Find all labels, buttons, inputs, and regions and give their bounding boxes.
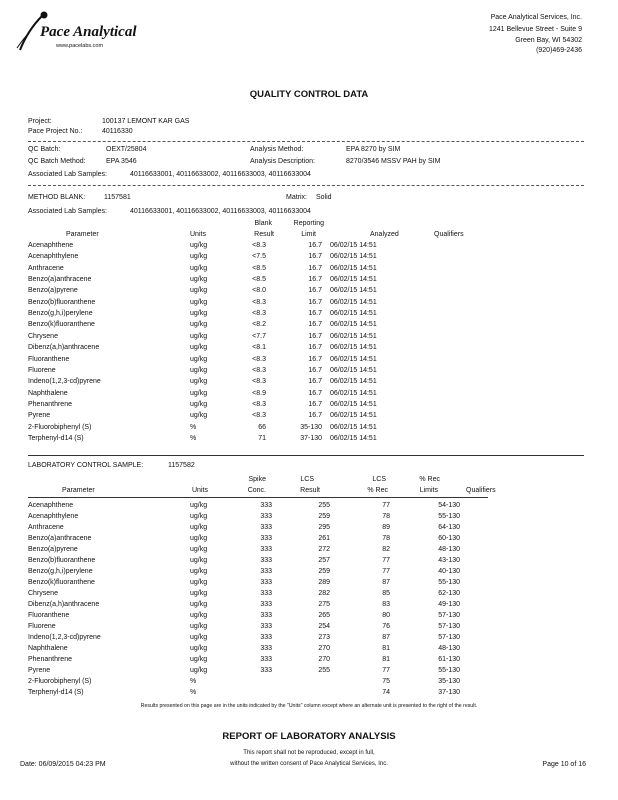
company-street: 1241 Bellevue Street - Suite 9 xyxy=(488,26,582,33)
units-cell: ug/kg xyxy=(190,634,208,641)
reporting-limit-cell: 16.7 xyxy=(308,400,322,408)
analyzed-cell: 06/02/15 14:51 xyxy=(330,242,377,249)
lcs-col-spike-bottom: Conc. xyxy=(247,487,266,494)
spike-conc-cell: 333 xyxy=(260,546,272,553)
table-row xyxy=(0,590,618,600)
lcs-result-cell: 275 xyxy=(318,601,330,608)
units-cell: ug/kg xyxy=(190,378,208,386)
analyzed-cell: 06/02/15 14:51 xyxy=(330,253,377,261)
table-row xyxy=(0,333,618,343)
page-title: QUALITY CONTROL DATA xyxy=(249,89,369,100)
blank-result-cell: <8.5 xyxy=(252,264,266,272)
qc-batch-method-value: EPA 3546 xyxy=(106,158,137,165)
rec-limits-cell: 61-130 xyxy=(438,656,460,663)
parameter-cell: Fluorene xyxy=(28,366,56,374)
spike-conc-cell: 333 xyxy=(260,579,272,586)
lcs-col-limits-bottom: Limits xyxy=(419,487,438,494)
divider xyxy=(28,497,488,498)
parameter-cell: Acenaphthylene xyxy=(28,513,79,520)
parameter-cell: Fluorene xyxy=(28,623,56,630)
matrix-label: Matrix: xyxy=(286,194,307,201)
blank-result-cell: <7.5 xyxy=(252,253,266,261)
blank-result-cell: <8.3 xyxy=(252,355,266,363)
table-row xyxy=(0,667,618,677)
reporting-limit-cell: 16.7 xyxy=(308,321,322,329)
rec-limits-cell: 54-130 xyxy=(438,502,460,509)
associated-samples-value: 40116633001, 40116633002, 40116633003, 40116633004 xyxy=(130,171,311,178)
lcs-col-rec-bottom: % Rec xyxy=(367,487,388,494)
table-row xyxy=(0,310,618,320)
project-label: Project: xyxy=(28,118,52,125)
reporting-limit-cell: 16.7 xyxy=(308,378,322,386)
parameter-cell: Benzo(g,h,i)perylene xyxy=(28,568,93,575)
parameter-cell: Anthracene xyxy=(28,524,64,531)
lcs-result-cell: 255 xyxy=(318,667,330,674)
lcs-result-cell: 270 xyxy=(318,645,330,652)
blank-assoc-value: 40116633001, 40116633002, 40116633003, 40116633004 xyxy=(130,208,311,215)
reporting-limit-cell: 16.7 xyxy=(308,332,322,340)
spike-conc-cell: 333 xyxy=(260,634,272,641)
rec-limits-cell: 48-130 xyxy=(438,546,460,553)
reporting-limit-cell: 16.7 xyxy=(308,276,322,284)
reporting-limit-cell: 16.7 xyxy=(308,287,322,295)
table-row xyxy=(0,321,618,331)
lcs-rec-cell: 77 xyxy=(382,667,390,674)
rec-limits-cell: 57-130 xyxy=(438,634,460,641)
analyzed-cell: 06/02/15 14:51 xyxy=(330,321,377,329)
parameter-cell: Benzo(g,h,i)perylene xyxy=(28,310,93,318)
table-row xyxy=(0,390,618,400)
reporting-limit-cell: 16.7 xyxy=(308,264,322,272)
units-cell: ug/kg xyxy=(190,298,208,306)
lcs-result-cell: 259 xyxy=(318,513,330,520)
reporting-limit-cell: 16.7 xyxy=(308,389,322,397)
table-row xyxy=(0,645,618,655)
blank-col-blank-bottom: Result xyxy=(254,231,274,238)
rec-limits-cell: 57-130 xyxy=(438,612,460,619)
lcs-col-result-top: LCS xyxy=(300,476,314,483)
rec-limits-cell: 55-130 xyxy=(438,579,460,586)
spike-conc-cell: 333 xyxy=(260,623,272,630)
units-cell: ug/kg xyxy=(190,276,208,284)
lcs-result-cell: 272 xyxy=(318,546,330,553)
table-row xyxy=(0,253,618,263)
page-number: Page 10 of 16 xyxy=(542,761,586,768)
reporting-limit-cell: 16.7 xyxy=(308,412,322,420)
blank-result-cell: <8.0 xyxy=(252,287,266,295)
matrix-value: Solid xyxy=(316,194,332,201)
units-cell: ug/kg xyxy=(190,264,208,272)
parameter-cell: Terphenyl-d14 (S) xyxy=(28,434,84,442)
units-cell: ug/kg xyxy=(190,344,208,352)
parameter-cell: Naphthalene xyxy=(28,645,68,652)
units-cell: ug/kg xyxy=(190,568,208,575)
spike-conc-cell: 333 xyxy=(260,601,272,608)
table-row xyxy=(0,689,618,699)
parameter-cell: Fluoranthene xyxy=(28,612,70,619)
blank-result-cell: <8.5 xyxy=(252,276,266,284)
parameter-cell: Anthracene xyxy=(28,264,64,272)
spike-conc-cell: 333 xyxy=(260,656,272,663)
blank-col-parameter: Parameter xyxy=(66,231,99,238)
parameter-cell: Chrysene xyxy=(28,590,58,597)
units-cell: ug/kg xyxy=(190,502,208,509)
spike-conc-cell: 333 xyxy=(260,590,272,597)
analyzed-cell: 06/02/15 14:51 xyxy=(330,298,377,306)
blank-result-cell: <7.7 xyxy=(252,332,266,340)
table-row xyxy=(0,678,618,688)
rec-limits-cell: 35-130 xyxy=(438,678,460,685)
parameter-cell: Benzo(a)anthracene xyxy=(28,535,92,542)
report-date: Date: 06/09/2015 04:23 PM xyxy=(20,761,106,768)
table-row xyxy=(0,601,618,611)
reporting-limit-cell: 35-130 xyxy=(300,423,322,431)
blank-col-blank-top: Blank xyxy=(254,220,272,227)
units-cell: ug/kg xyxy=(190,557,208,564)
table-row xyxy=(0,242,618,252)
reporting-limit-cell: 16.7 xyxy=(308,344,322,352)
table-row xyxy=(0,513,618,523)
lcs-rec-cell: 80 xyxy=(382,612,390,619)
lcs-rec-cell: 89 xyxy=(382,524,390,531)
blank-assoc-label: Associated Lab Samples: xyxy=(28,208,107,215)
lcs-col-parameter: Parameter xyxy=(62,487,95,494)
parameter-cell: Dibenz(a,h)anthracene xyxy=(28,344,100,352)
table-row xyxy=(0,378,618,388)
analyzed-cell: 06/02/15 14:51 xyxy=(330,310,377,318)
lcs-result-cell: 254 xyxy=(318,623,330,630)
lcs-rec-cell: 81 xyxy=(382,645,390,652)
method-blank-id: 1157581 xyxy=(104,194,131,201)
parameter-cell: Terphenyl-d14 (S) xyxy=(28,689,84,696)
parameter-cell: Pyrene xyxy=(28,667,51,674)
units-cell: ug/kg xyxy=(190,590,208,597)
parameter-cell: Dibenz(a,h)anthracene xyxy=(28,601,100,608)
units-cell: ug/kg xyxy=(190,287,208,295)
units-cell: ug/kg xyxy=(190,355,208,363)
divider xyxy=(28,185,584,186)
company-city: Green Bay, WI 54302 xyxy=(515,37,582,44)
table-row xyxy=(0,568,618,578)
table-row xyxy=(0,502,618,512)
parameter-cell: Phenanthrene xyxy=(28,400,72,408)
lcs-rec-cell: 78 xyxy=(382,513,390,520)
spike-conc-cell: 333 xyxy=(260,535,272,542)
lcs-result-cell: 261 xyxy=(318,535,330,542)
units-cell: % xyxy=(190,678,197,685)
divider xyxy=(28,455,584,456)
blank-col-reporting-bottom: Limit xyxy=(301,231,316,238)
parameter-cell: Benzo(a)pyrene xyxy=(28,287,78,295)
units-cell: ug/kg xyxy=(190,366,208,374)
units-cell: ug/kg xyxy=(190,513,208,520)
analyzed-cell: 06/02/15 14:51 xyxy=(330,332,377,340)
lcs-rec-cell: 75 xyxy=(382,678,390,685)
lcs-col-limits-top: % Rec xyxy=(419,476,440,483)
logo-url: www.pacelabs.com xyxy=(56,43,104,49)
lcs-rec-cell: 77 xyxy=(382,502,390,509)
table-row xyxy=(0,287,618,297)
reporting-limit-cell: 16.7 xyxy=(308,355,322,363)
blank-result-cell: <8.3 xyxy=(252,242,266,249)
lcs-id: 1157582 xyxy=(168,462,195,469)
parameter-cell: 2-Fluorobiphenyl (S) xyxy=(28,423,92,431)
pace-project-label: Pace Project No.: xyxy=(28,128,83,135)
table-row xyxy=(0,579,618,589)
rec-limits-cell: 55-130 xyxy=(438,513,460,520)
parameter-cell: Pyrene xyxy=(28,412,51,420)
analyzed-cell: 06/02/15 14:51 xyxy=(330,344,377,352)
lcs-result-cell: 289 xyxy=(318,579,330,586)
lcs-rec-cell: 77 xyxy=(382,568,390,575)
table-row xyxy=(0,546,618,556)
divider xyxy=(28,141,584,142)
parameter-cell: Acenaphthylene xyxy=(28,253,79,261)
lcs-result-cell: 273 xyxy=(318,634,330,641)
lcs-rec-cell: 85 xyxy=(382,590,390,597)
units-cell: ug/kg xyxy=(190,253,208,261)
table-row xyxy=(0,424,618,434)
blank-result-cell: <8.3 xyxy=(252,378,266,386)
rec-limits-cell: 49-130 xyxy=(438,601,460,608)
company-phone: (920)469-2436 xyxy=(536,47,582,54)
reporting-limit-cell: 37-130 xyxy=(300,434,322,442)
lcs-rec-cell: 76 xyxy=(382,623,390,630)
lcs-result-cell: 257 xyxy=(318,557,330,564)
rec-limits-cell: 60-130 xyxy=(438,535,460,542)
pace-project-value: 40116330 xyxy=(102,128,133,135)
reporting-limit-cell: 16.7 xyxy=(308,310,322,318)
qc-batch-label: QC Batch: xyxy=(28,146,61,153)
lcs-rec-cell: 87 xyxy=(382,634,390,641)
table-row xyxy=(0,265,618,275)
table-row xyxy=(0,276,618,286)
report-title: REPORT OF LABORATORY ANALYSIS xyxy=(222,731,396,742)
lcs-rec-cell: 83 xyxy=(382,601,390,608)
lcs-rec-cell: 82 xyxy=(382,546,390,553)
table-row xyxy=(0,557,618,567)
parameter-cell: Acenaphthene xyxy=(28,502,74,509)
blank-result-cell: <8.3 xyxy=(252,366,266,374)
blank-result-cell: <8.1 xyxy=(252,344,266,352)
lcs-result-cell: 265 xyxy=(318,612,330,619)
rec-limits-cell: 62-130 xyxy=(438,590,460,597)
lcs-col-qualifiers: Qualifiers xyxy=(466,487,496,494)
blank-result-cell: 71 xyxy=(258,434,266,442)
spike-conc-cell: 333 xyxy=(260,612,272,619)
parameter-cell: Benzo(b)fluoranthene xyxy=(28,298,96,306)
lcs-result-cell: 270 xyxy=(318,656,330,663)
units-cell: ug/kg xyxy=(190,546,208,553)
analyzed-cell: 06/02/15 14:51 xyxy=(330,355,377,363)
units-cell: ug/kg xyxy=(190,601,208,608)
lcs-col-result-bottom: Result xyxy=(300,487,320,494)
table-row xyxy=(0,612,618,622)
rec-limits-cell: 55-130 xyxy=(438,667,460,674)
analyzed-cell: 06/02/15 14:51 xyxy=(330,287,377,295)
parameter-cell: Indeno(1,2,3-cd)pyrene xyxy=(28,634,101,641)
logo xyxy=(14,10,137,60)
reproduce-note-2: without the written consent of Pace Analytical Services, Inc. xyxy=(230,761,388,767)
parameter-cell: Benzo(a)pyrene xyxy=(28,546,78,553)
lcs-result-cell: 282 xyxy=(318,590,330,597)
lcs-col-rec-top: LCS xyxy=(372,476,386,483)
parameter-cell: Naphthalene xyxy=(28,389,68,397)
table-row xyxy=(0,401,618,411)
blank-result-cell: <8.2 xyxy=(252,321,266,329)
table-row xyxy=(0,356,618,366)
blank-col-analyzed: Analyzed xyxy=(370,231,399,238)
rec-limits-cell: 48-130 xyxy=(438,645,460,652)
units-cell: % xyxy=(190,434,197,442)
company-name: Pace Analytical Services, Inc. xyxy=(490,14,582,21)
units-cell: ug/kg xyxy=(190,623,208,630)
units-cell: ug/kg xyxy=(190,524,208,531)
lcs-result-cell: 255 xyxy=(318,502,330,509)
units-cell: ug/kg xyxy=(190,321,208,329)
table-row xyxy=(0,524,618,534)
analysis-desc-label: Analysis Description: xyxy=(250,158,315,165)
qc-batch-method-label: QC Batch Method: xyxy=(28,158,86,165)
project-value: 100137 LEMONT KAR GAS xyxy=(102,118,190,125)
table-row xyxy=(0,656,618,666)
lcs-col-units: Units xyxy=(192,487,208,494)
table-row xyxy=(0,634,618,644)
lcs-rec-cell: 78 xyxy=(382,535,390,542)
units-cell: ug/kg xyxy=(190,310,208,318)
units-cell: ug/kg xyxy=(190,242,208,249)
units-cell: ug/kg xyxy=(190,400,208,408)
logo-text: Pace Analytical xyxy=(40,24,137,40)
table-row xyxy=(0,435,618,445)
parameter-cell: Benzo(b)fluoranthene xyxy=(28,557,96,564)
lcs-result-cell: 295 xyxy=(318,524,330,531)
analyzed-cell: 06/02/15 14:51 xyxy=(330,378,377,386)
parameter-cell: Indeno(1,2,3-cd)pyrene xyxy=(28,378,101,386)
units-cell: ug/kg xyxy=(190,612,208,619)
spike-conc-cell: 333 xyxy=(260,557,272,564)
associated-samples-label: Associated Lab Samples: xyxy=(28,171,107,178)
analyzed-cell: 06/02/15 14:51 xyxy=(330,423,377,431)
analysis-method-value: EPA 8270 by SIM xyxy=(346,146,401,153)
analyzed-cell: 06/02/15 14:51 xyxy=(330,366,377,374)
units-cell: ug/kg xyxy=(190,332,208,340)
spike-conc-cell: 333 xyxy=(260,513,272,520)
table-row xyxy=(0,412,618,422)
analyzed-cell: 06/02/15 14:51 xyxy=(330,412,377,420)
blank-result-cell: <8.3 xyxy=(252,310,266,318)
reporting-limit-cell: 16.7 xyxy=(308,298,322,306)
blank-result-cell: <8.9 xyxy=(252,389,266,397)
analyzed-cell: 06/02/15 14:51 xyxy=(330,400,377,408)
reporting-limit-cell: 16.7 xyxy=(308,253,322,261)
rec-limits-cell: 40-130 xyxy=(438,568,460,575)
analysis-method-label: Analysis Method: xyxy=(250,146,304,153)
qc-batch-value: OEXT/25804 xyxy=(106,146,147,153)
analyzed-cell: 06/02/15 14:51 xyxy=(330,434,377,442)
parameter-cell: Benzo(k)fluoranthene xyxy=(28,579,95,586)
rec-limits-cell: 37-130 xyxy=(438,689,460,696)
table-row xyxy=(0,299,618,309)
blank-col-qualifiers: Qualifiers xyxy=(434,231,464,238)
lcs-rec-cell: 87 xyxy=(382,579,390,586)
analyzed-cell: 06/02/15 14:51 xyxy=(330,389,377,397)
units-cell: ug/kg xyxy=(190,412,208,420)
spike-conc-cell: 333 xyxy=(260,667,272,674)
reporting-limit-cell: 16.7 xyxy=(308,366,322,374)
blank-result-cell: <8.3 xyxy=(252,412,266,420)
blank-result-cell: <8.3 xyxy=(252,298,266,306)
units-cell: ug/kg xyxy=(190,535,208,542)
blank-result-cell: 66 xyxy=(258,423,266,431)
analysis-desc-value: 8270/3546 MSSV PAH by SIM xyxy=(346,158,441,165)
parameter-cell: Phenanthrene xyxy=(28,656,72,663)
analyzed-cell: 06/02/15 14:51 xyxy=(330,276,377,284)
units-cell: ug/kg xyxy=(190,667,208,674)
units-cell: ug/kg xyxy=(190,645,208,652)
spike-conc-cell: 333 xyxy=(260,645,272,652)
table-row xyxy=(0,623,618,633)
lcs-label: LABORATORY CONTROL SAMPLE: xyxy=(28,462,144,469)
units-cell: ug/kg xyxy=(190,389,208,397)
results-note: Results presented on this page are in the units indicated by the "Units" column except where an alternate unit is presented to the right of the result. xyxy=(140,703,478,709)
units-cell: ug/kg xyxy=(190,656,208,663)
units-cell: % xyxy=(190,423,197,431)
units-cell: % xyxy=(190,689,197,696)
method-blank-label: METHOD BLANK: xyxy=(28,194,86,201)
spike-conc-cell: 333 xyxy=(260,524,272,531)
analyzed-cell: 06/02/15 14:51 xyxy=(330,264,377,272)
spike-conc-cell: 333 xyxy=(260,502,272,509)
lcs-col-spike-top: Spike xyxy=(248,476,266,483)
table-row xyxy=(0,535,618,545)
parameter-cell: 2-Fluorobiphenyl (S) xyxy=(28,678,92,685)
rec-limits-cell: 43-130 xyxy=(438,557,460,564)
reporting-limit-cell: 16.7 xyxy=(308,242,322,249)
table-row xyxy=(0,367,618,377)
lcs-rec-cell: 74 xyxy=(382,689,390,696)
rec-limits-cell: 64-130 xyxy=(438,524,460,531)
lcs-result-cell: 259 xyxy=(318,568,330,575)
blank-col-reporting-top: Reporting xyxy=(293,220,324,227)
reproduce-note-1: This report shall not be reproduced, except in full, xyxy=(243,750,375,756)
parameter-cell: Chrysene xyxy=(28,332,58,340)
units-cell: ug/kg xyxy=(190,579,208,586)
parameter-cell: Benzo(a)anthracene xyxy=(28,276,92,284)
blank-result-cell: <8.3 xyxy=(252,400,266,408)
lcs-rec-cell: 81 xyxy=(382,656,390,663)
parameter-cell: Fluoranthene xyxy=(28,355,70,363)
lcs-rec-cell: 77 xyxy=(382,557,390,564)
parameter-cell: Acenaphthene xyxy=(28,242,74,249)
rec-limits-cell: 57-130 xyxy=(438,623,460,630)
blank-col-units: Units xyxy=(190,231,206,238)
parameter-cell: Benzo(k)fluoranthene xyxy=(28,321,95,329)
spike-conc-cell: 333 xyxy=(260,568,272,575)
table-row xyxy=(0,344,618,354)
